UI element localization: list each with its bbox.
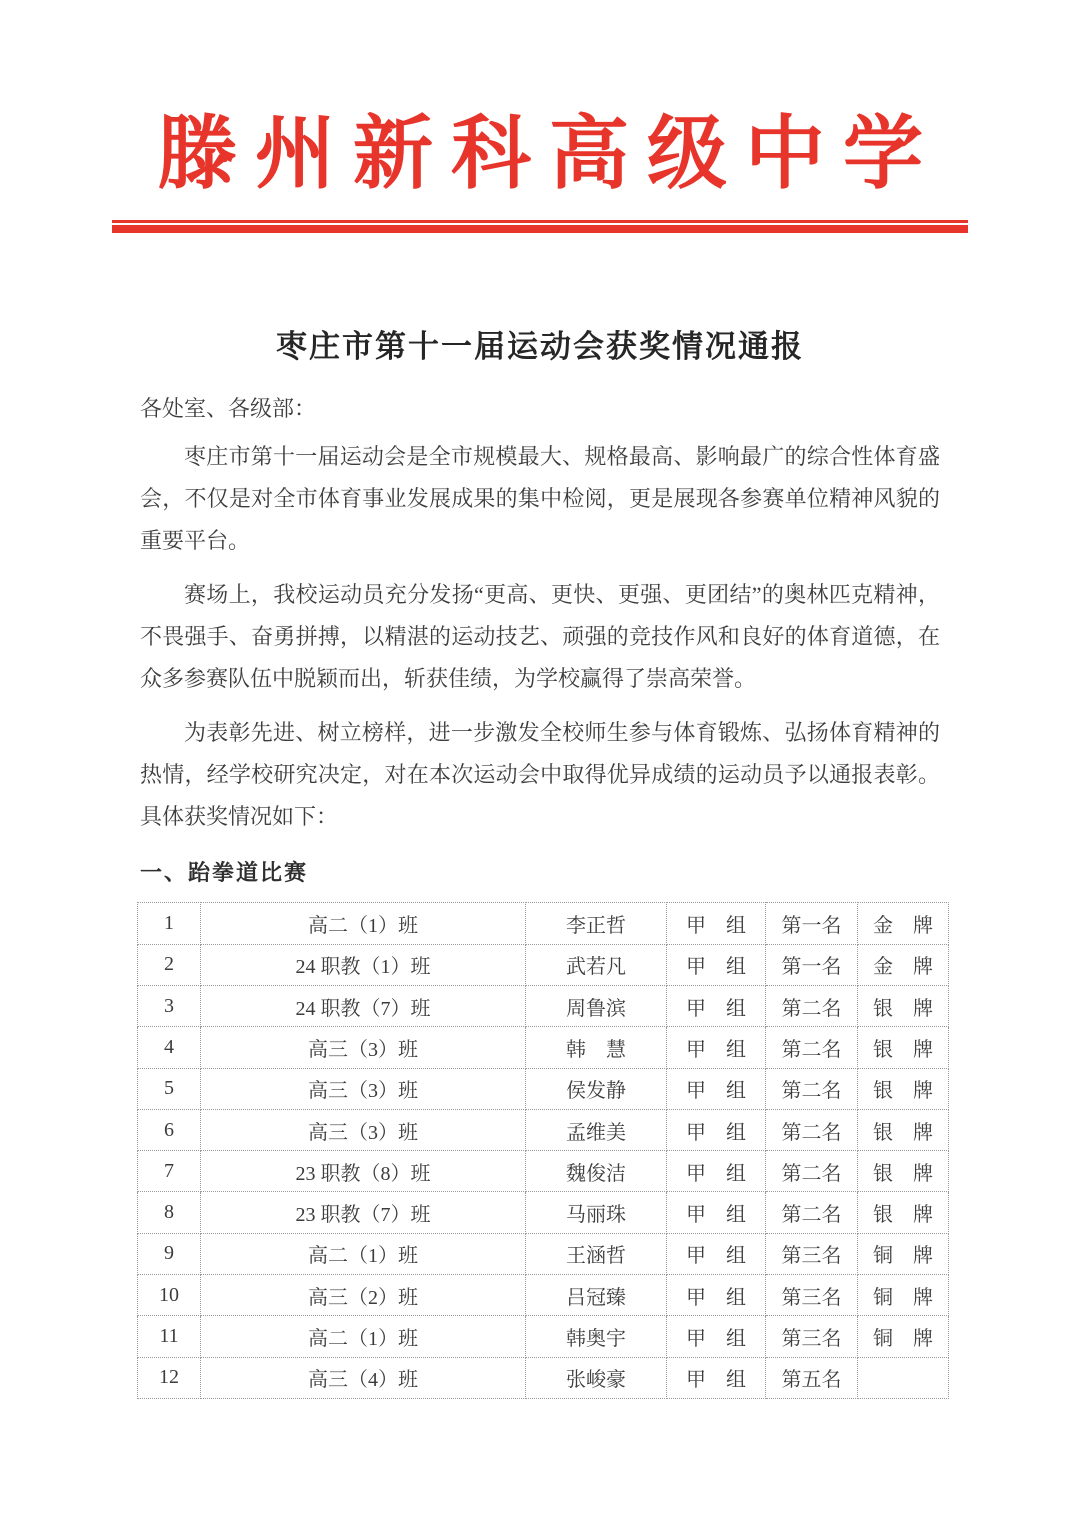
cell-athlete-name: 周鲁滨 [526,985,667,1026]
table-row [138,985,949,1026]
cell-group: 甲 组 [667,985,766,1026]
cell-row-number: 4 [138,1027,201,1068]
cell-class: 高三（3）班 [201,1109,526,1150]
cell-class: 23 职教（7）班 [201,1192,526,1233]
cell-athlete-name: 武若凡 [526,944,667,985]
cell-athlete-name: 孟维美 [526,1109,667,1150]
table-row [138,903,949,944]
table-row [138,1357,949,1398]
cell-rank: 第三名 [766,1316,858,1357]
cell-rank: 第一名 [766,944,858,985]
school-name-letterhead: 滕州新科高级中学 [157,111,941,199]
cell-class: 高二（1）班 [201,1316,526,1357]
award-table [137,902,949,1399]
cell-row-number: 5 [138,1068,201,1109]
cell-rank: 第二名 [766,1027,858,1068]
cell-medal: 铜 牌 [858,1233,949,1274]
paragraph-overview: 枣庄市第十一届运动会是全市规模最大、规格最高、影响最广的综合性体育盛会，不仅是对全市体育事业发展成果的集中检阅，更是展现各参赛单位精神风貌的重要平台。 [140,444,940,554]
cell-group: 甲 组 [667,1275,766,1316]
cell-row-number: 6 [138,1109,201,1150]
cell-row-number: 3 [138,985,201,1026]
cell-rank: 第二名 [766,1068,858,1109]
cell-rank: 第三名 [766,1275,858,1316]
cell-row-number: 9 [138,1233,201,1274]
table-row [138,1027,949,1068]
cell-row-number: 10 [138,1275,201,1316]
cell-athlete-name: 王涵哲 [526,1233,667,1274]
cell-athlete-name: 张峻豪 [526,1357,667,1398]
cell-row-number: 11 [138,1316,201,1357]
cell-rank: 第二名 [766,1151,858,1192]
cell-medal: 金 牌 [858,903,949,944]
section-heading-taekwondo: 一、跆拳道比赛 [140,860,309,886]
table-row [138,1275,949,1316]
cell-medal: 银 牌 [858,1027,949,1068]
cell-class: 23 职教（8）班 [201,1151,526,1192]
cell-rank: 第二名 [766,985,858,1026]
paragraph-commendation: 为表彰先进、树立榜样，进一步激发全校师生参与体育锻炼、弘扬体育精神的热情，经学校研究决定，对在本次运动会中取得优异成绩的运动员予以通报表彰。具体获奖情况如下： [140,720,940,830]
cell-group: 甲 组 [667,903,766,944]
cell-class: 高三（3）班 [201,1068,526,1109]
cell-class: 高二（1）班 [201,1233,526,1274]
cell-group: 甲 组 [667,944,766,985]
cell-rank: 第二名 [766,1109,858,1150]
table-row [138,1151,949,1192]
cell-medal: 铜 牌 [858,1275,949,1316]
cell-class: 高三（2）班 [201,1275,526,1316]
cell-group: 甲 组 [667,1357,766,1398]
cell-rank: 第二名 [766,1192,858,1233]
cell-athlete-name: 韩奥宇 [526,1316,667,1357]
cell-group: 甲 组 [667,1233,766,1274]
table-row [138,1192,949,1233]
cell-group: 甲 组 [667,1027,766,1068]
cell-row-number: 12 [138,1357,201,1398]
cell-medal: 银 牌 [858,1109,949,1150]
cell-class: 高三（3）班 [201,1027,526,1068]
document-title: 枣庄市第十一届运动会获奖情况通报 [276,329,804,365]
cell-group: 甲 组 [667,1192,766,1233]
cell-group: 甲 组 [667,1316,766,1357]
cell-athlete-name: 侯发静 [526,1068,667,1109]
table-row [138,1068,949,1109]
cell-athlete-name: 魏俊洁 [526,1151,667,1192]
table-row [138,944,949,985]
cell-athlete-name: 韩 慧 [526,1027,667,1068]
cell-row-number: 8 [138,1192,201,1233]
cell-medal: 铜 牌 [858,1316,949,1357]
cell-row-number: 2 [138,944,201,985]
cell-group: 甲 组 [667,1068,766,1109]
cell-medal [858,1357,949,1398]
table-row [138,1233,949,1274]
cell-rank: 第一名 [766,903,858,944]
cell-class: 24 职教（1）班 [201,944,526,985]
cell-class: 高二（1）班 [201,903,526,944]
letterhead-rule [112,220,968,233]
cell-medal: 金 牌 [858,944,949,985]
cell-rank: 第三名 [766,1233,858,1274]
cell-medal: 银 牌 [858,1192,949,1233]
cell-medal: 银 牌 [858,1151,949,1192]
salutation: 各处室、各级部： [140,396,317,422]
cell-group: 甲 组 [667,1151,766,1192]
cell-group: 甲 组 [667,1109,766,1150]
cell-rank: 第五名 [766,1357,858,1398]
cell-class: 24 职教（7）班 [201,985,526,1026]
cell-athlete-name: 吕冠臻 [526,1275,667,1316]
cell-medal: 银 牌 [858,985,949,1026]
table-row [138,1109,949,1150]
paragraph-performance: 赛场上，我校运动员充分发扬“更高、更快、更强、更团结”的奥林匹克精神，不畏强手、奋勇拼搏，以精湛的运动技艺、顽强的竞技作风和良好的体育道德，在众多参赛队伍中脱颖而出，斩获佳绩，为学校赢得了崇高荣誉。 [140,582,940,692]
cell-row-number: 1 [138,903,201,944]
table-row [138,1316,949,1357]
cell-medal: 银 牌 [858,1068,949,1109]
cell-athlete-name: 马丽珠 [526,1192,667,1233]
award-table-body [138,903,949,1399]
cell-class: 高三（4）班 [201,1357,526,1398]
cell-row-number: 7 [138,1151,201,1192]
cell-athlete-name: 李正哲 [526,903,667,944]
